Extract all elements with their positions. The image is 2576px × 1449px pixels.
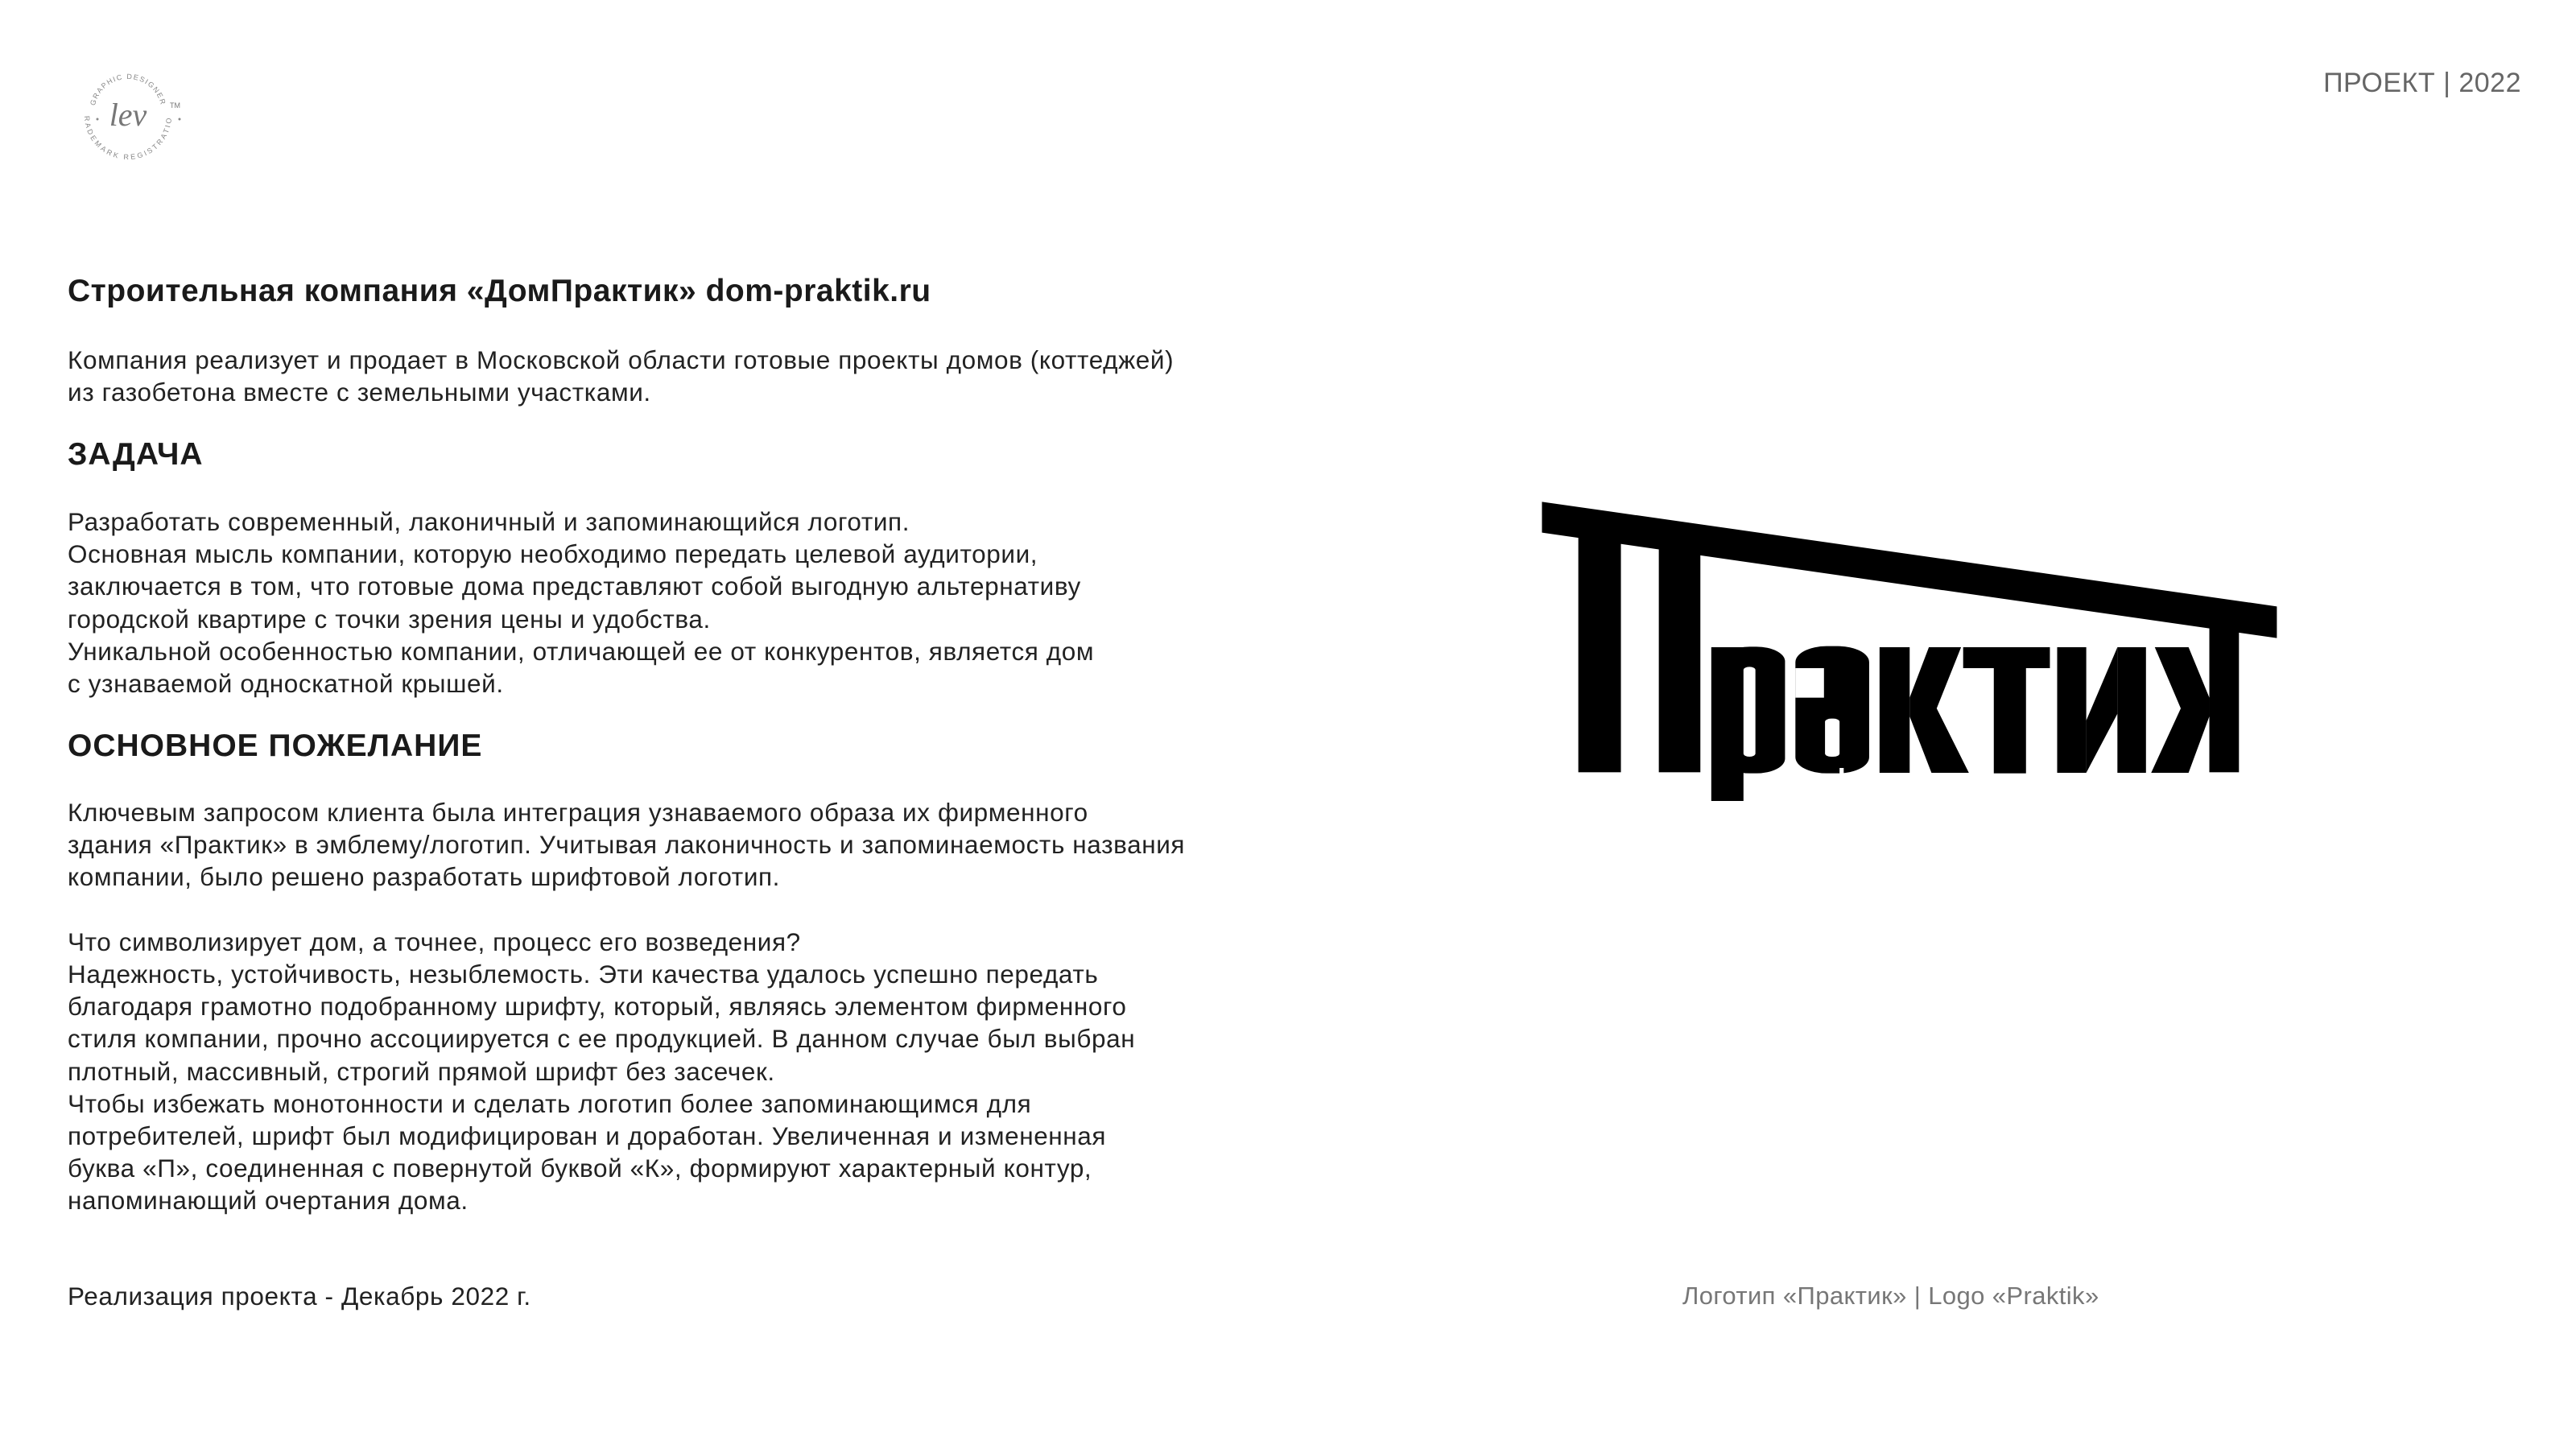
logo-letter-k-mirrored [2151,622,2239,773]
text-line: Чтобы избежать монотонности и сделать логотип более запоминающимся для [68,1088,1032,1118]
logo-letter-a [1795,646,1869,774]
text-line: городской квартире с точки зрения цены и удобства. [68,604,711,634]
page-title: Строительная компания «ДомПрактик» dom-praktik.ru [68,274,931,308]
designer-badge-logo [76,63,189,167]
text-line: компании, было решено разработать шрифтовой логотип. [68,862,781,892]
logo-letter-r [1711,646,1785,801]
svg-text:lev: lev [109,97,147,133]
text-line: напоминающий очертания дома. [68,1186,469,1216]
task-heading: ЗАДАЧА [68,437,204,472]
svg-text:GRAPHIC DESIGNER: GRAPHIC DESIGNER [89,72,167,107]
wish-heading: ОСНОВНОЕ ПОЖЕЛАНИЕ [68,729,483,763]
svg-text:TM: TM [170,101,180,109]
text-line: плотный, массивный, строгий прямой шрифт без засечек. [68,1056,775,1086]
text-line: Что символизирует дом, а точнее, процесс его возведения? [68,927,801,956]
text-line: Ключевым запросом клиента была интеграция узнаваемого образа их фирменного [68,798,1088,827]
text-line: Надежность, устойчивость, незыблемость. Эти качества удалось успешно передать [68,959,1099,989]
text-line: Уникальной особенностью компании, отличающей ее от конкурентов, является дом [68,636,1095,666]
logo-letter-p-right [1659,537,1701,773]
project-year-label: ПРОЕКТ | 2022 [2323,68,2521,98]
project-date: Реализация проекта - Декабрь 2022 г. [68,1282,531,1311]
task-paragraph [68,506,1094,700]
praktik-logo [1513,483,2318,821]
text-line: Компания реализует и продает в Московской области готовые проекты домов (коттеджей) [68,345,1174,374]
logo-letter-k [1880,647,1969,773]
svg-text:TRADEMARK REGISTRATION: RADEMARK REGISTRATIO [82,115,174,162]
text-line [68,894,1185,926]
logo-letter-p-left [1579,523,1621,772]
text-line: стиля компании, прочно ассоциируется с ее продукцией. В данном случае был выбран [68,1024,1136,1054]
logo-caption: Логотип «Практик» | Logo «Praktik» [1682,1282,2099,1310]
intro-paragraph [68,344,1174,408]
wish-paragraph [68,796,1185,1216]
logo-letter-t [1963,647,2050,774]
text-line: благодаря грамотно подобранному шрифту, который, являясь элементом фирменного [68,992,1127,1022]
text-line: буква «П», соединенная с повернутой буквой «К», формируют характерный контур, [68,1154,1092,1183]
text-line: Основная мысль компании, которую необходимо передать целевой аудитории, [68,539,1038,569]
text-line: из газобетона вместе с земельными участками. [68,378,651,407]
logo-roof [1542,502,2277,638]
text-line: потребителей, шрифт был модифицирован и доработан. Увеличенная и измененная [68,1121,1107,1150]
text-line: Разработать современный, лаконичный и запоминающийся логотип. [68,507,910,536]
text-line: с узнаваемой односкатной крышей. [68,668,504,698]
text-line: заключается в том, что готовые дома представляют собой выгодную альтернативу [68,572,1081,601]
text-line: здания «Практик» в эмблему/логотип. Учитывая лаконичность и запоминаемость названия [68,830,1186,860]
logo-letter-i [2057,647,2145,773]
